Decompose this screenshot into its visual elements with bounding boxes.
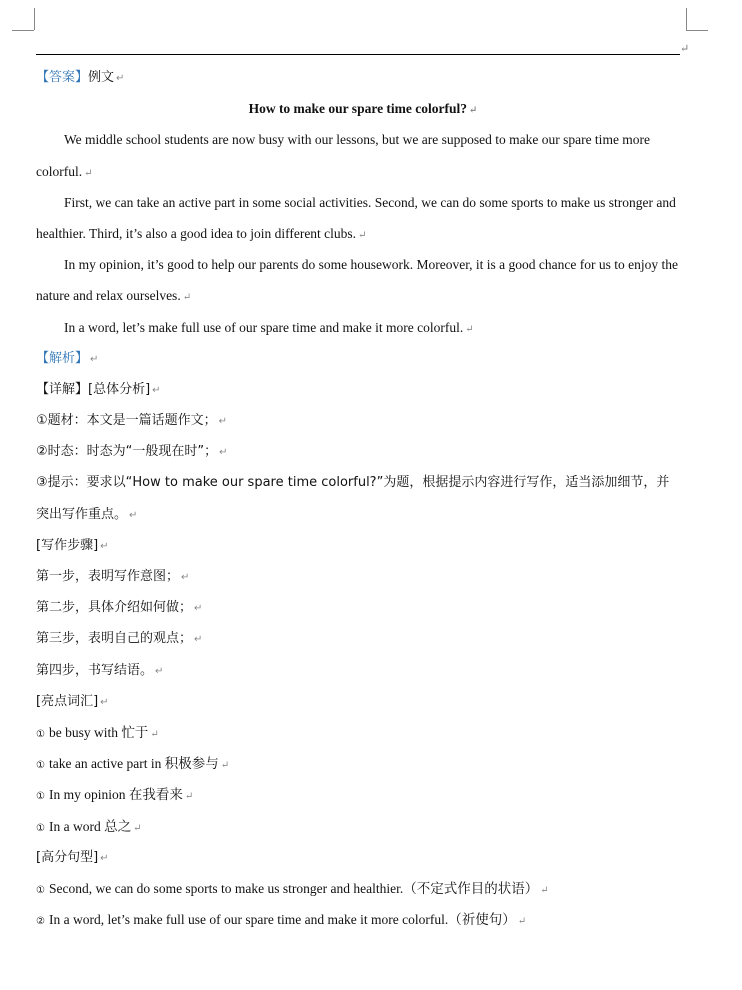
header-rule: [36, 54, 680, 55]
steps-label: [写作步骤] ↵: [36, 530, 690, 561]
essay-paragraph-1: We middle school students are now busy with our lessons, but we are supposed to make our spare time more: [64, 132, 651, 148]
vocab-item: [36, 779, 690, 810]
vocab-item: [36, 811, 690, 842]
list-marker: ①: [36, 760, 45, 772]
essay-paragraph-2-cont: healthier. Third, it’s also a good idea to join different clubs. ↵: [36, 218, 690, 249]
crop-mark-top-left: [34, 8, 35, 30]
answer-heading: [36, 62, 690, 93]
sentence-item: [36, 873, 690, 904]
list-marker: ②: [36, 916, 45, 928]
analysis-item: ③提示：要求以“How to make our spare time colorful?”为题，根据提示内容进行写作，适当添加细节，并: [36, 475, 670, 491]
list-marker: ①: [36, 822, 45, 834]
essay-paragraph-4: In a word, let’s make full use of our spare time and make it more colorful. ↵: [36, 312, 690, 343]
vocab-item: [36, 748, 690, 779]
essay-title: How to make our spare time colorful? ↵: [36, 93, 690, 124]
list-marker: ①: [36, 791, 45, 803]
crop-mark-top-right: [686, 8, 687, 30]
answer-label-rest: 例文: [88, 70, 115, 85]
crop-mark-top-left: [12, 30, 34, 31]
sentences-label: [高分句型] ↵: [36, 842, 690, 873]
analysis-label: 【解析】 ↵: [36, 343, 690, 374]
answer-label: 【答案】: [36, 70, 89, 85]
vocab-text: take an active part in 积极参与: [48, 756, 219, 772]
vocab-text: In my opinion 在我看来: [48, 787, 183, 803]
essay-paragraph-3-cont: nature and relax ourselves. ↵: [36, 280, 690, 311]
document-body: [36, 62, 690, 935]
sentence-item: [36, 904, 690, 935]
analysis-detail: 【详解】[总体分析] ↵: [36, 374, 690, 405]
list-marker: ①: [36, 728, 45, 740]
step-item: 第三步，表明自己的观点； ↵: [36, 623, 690, 654]
step-item: 第一步，表明写作意图； ↵: [36, 561, 690, 592]
essay-paragraph-3: In my opinion, it’s good to help our parents do some housework. Moreover, it is a good chance for us to enjoy the: [64, 257, 678, 273]
analysis-item-cont: 突出写作重点。 ↵: [36, 499, 690, 530]
analysis-item: ①题材：本文是一篇话题作文； ↵: [36, 405, 690, 436]
vocab-label: [亮点词汇] ↵: [36, 686, 690, 717]
list-marker: ①: [36, 884, 45, 896]
crop-mark-top-right: [686, 30, 708, 31]
step-item: 第四步，书写结语。 ↵: [36, 655, 690, 686]
vocab-text: In a word 总之: [48, 818, 132, 834]
paragraph-mark-icon: ↵: [680, 43, 690, 55]
essay-paragraph-2: First, we can take an active part in some social activities. Second, we can do some sports to make us stronger and: [64, 194, 676, 210]
step-item: 第二步，具体介绍如何做； ↵: [36, 592, 690, 623]
analysis-item: ②时态：时态为“一般现在时”； ↵: [36, 436, 690, 467]
essay-paragraph-1-cont: colorful. ↵: [36, 156, 690, 187]
vocab-item: [36, 717, 690, 748]
vocab-text: be busy with 忙于: [48, 724, 149, 740]
sentence-text: Second, we can do some sports to make us stronger and healthier.（不定式作目的状语）: [48, 880, 539, 896]
sentence-text: In a word, let’s make full use of our spare time and make it more colorful.（祈使句）: [48, 912, 516, 928]
